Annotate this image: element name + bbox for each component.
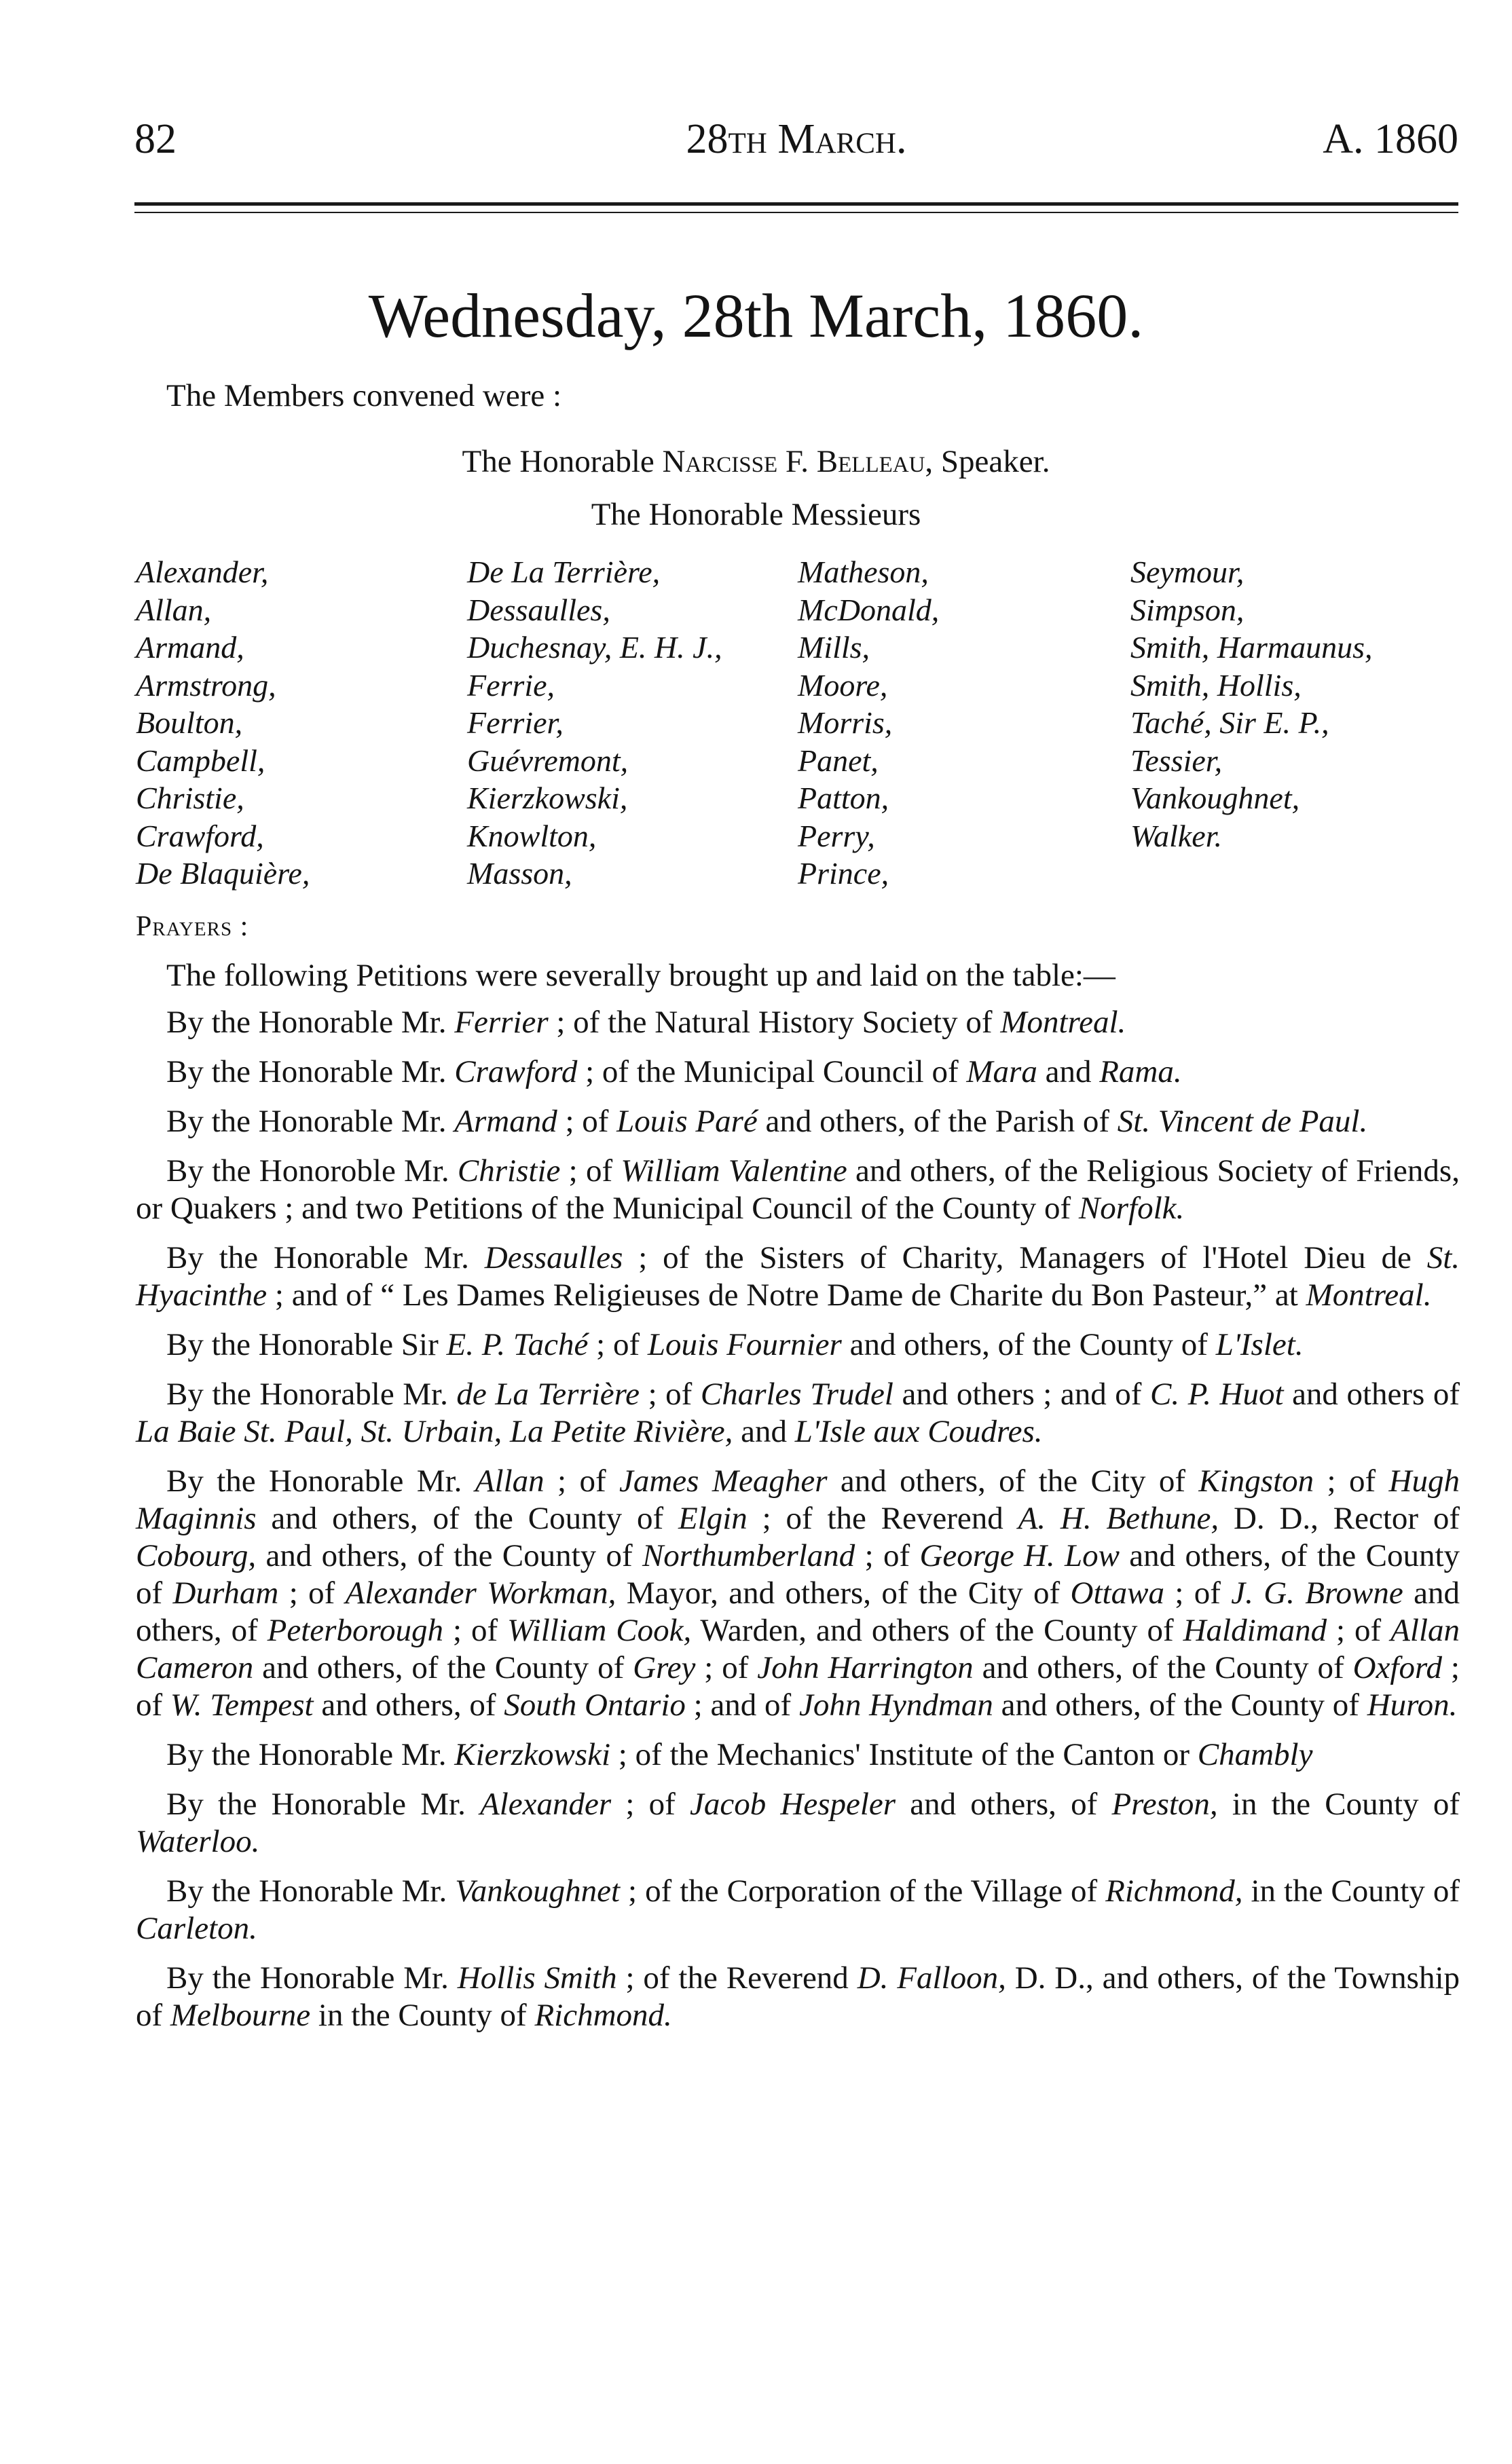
member-name: Ferrier, bbox=[467, 705, 564, 740]
text-run: Huron. bbox=[1367, 1687, 1458, 1723]
text-run: D. Falloon, bbox=[857, 1960, 1006, 1996]
text-run: and others, of the Religious Society of Friends, or Quakers ; and two Petitions of the Municipal Council of the County of bbox=[136, 1153, 1460, 1226]
text-run: and bbox=[733, 1414, 795, 1449]
text-run: The following Petitions were severally brought up and laid on the table:— bbox=[166, 958, 1115, 993]
text-run: By the Honorable Mr. bbox=[166, 1960, 458, 1996]
members-column bbox=[1130, 553, 1373, 855]
text-run: ; of bbox=[557, 1104, 617, 1139]
text-run: and others, of the City of bbox=[827, 1463, 1199, 1499]
text-run: ; of bbox=[1327, 1613, 1391, 1648]
members-intro: The Members convened were : bbox=[166, 378, 562, 413]
member-name: Simpson, bbox=[1130, 592, 1244, 627]
text-run: By the Honorable Mr. bbox=[166, 1463, 475, 1499]
members-column bbox=[467, 553, 722, 893]
text-run: La Baie St. Paul, St. Urbain, La Petite Rivière, bbox=[136, 1414, 733, 1449]
text-run: Cobourg, bbox=[136, 1538, 257, 1573]
member-name: Campbell, bbox=[136, 743, 265, 778]
text-run: Carleton. bbox=[136, 1911, 257, 1946]
text-run: Crawford bbox=[454, 1054, 578, 1089]
member-name: Smith, Hollis, bbox=[1130, 667, 1302, 703]
text-run: Chambly bbox=[1197, 1737, 1313, 1772]
text-run: Preston, bbox=[1111, 1787, 1218, 1822]
text-run: ; of bbox=[1314, 1463, 1389, 1499]
text-run: Melbourne bbox=[170, 1998, 311, 2033]
session-label: A. 1860 bbox=[1323, 116, 1458, 162]
petition-entry bbox=[136, 1873, 1460, 1947]
text-run: Vankoughnet bbox=[455, 1873, 621, 1909]
text-run: Ottawa bbox=[1070, 1575, 1164, 1611]
text-run: William Cook, bbox=[507, 1613, 692, 1648]
text-run: and others of bbox=[1283, 1377, 1460, 1412]
text-run: and others ; and of bbox=[893, 1377, 1150, 1412]
text-run: By the Honoroble Mr. bbox=[166, 1153, 458, 1189]
text-run: E. P. Taché bbox=[446, 1327, 589, 1362]
member-name: McDonald, bbox=[798, 592, 940, 627]
text-run: A. H. Bethune, bbox=[1018, 1501, 1219, 1536]
member-name: Kierzkowski, bbox=[467, 781, 628, 815]
speaker-prefix: The Honorable bbox=[462, 444, 663, 479]
member-name: Perry, bbox=[798, 818, 875, 853]
text-run: and others, of the County of bbox=[993, 1687, 1367, 1723]
text-run: John Harrington bbox=[757, 1650, 974, 1685]
text-run: By the Honorable Mr. bbox=[166, 1873, 456, 1909]
text-run: L'Islet. bbox=[1215, 1327, 1304, 1362]
page-title: Wednesday, 28th March, 1860. bbox=[368, 281, 1144, 350]
member-name: Christie, bbox=[136, 781, 244, 815]
text-run: William Valentine bbox=[621, 1153, 847, 1189]
text-run: Montreal. bbox=[1306, 1277, 1432, 1313]
text-run: Peterborough bbox=[267, 1613, 443, 1648]
member-name: Allan, bbox=[136, 592, 212, 627]
text-run: George H. Low bbox=[919, 1538, 1120, 1573]
text-run: Christie bbox=[457, 1153, 561, 1189]
text-run: Waterloo. bbox=[136, 1824, 260, 1859]
petition-entry bbox=[136, 1376, 1460, 1451]
text-run: By the Honorable Mr. bbox=[166, 1005, 455, 1040]
member-name: Ferrie, bbox=[467, 667, 555, 703]
text-run: W. Tempest bbox=[170, 1687, 314, 1723]
text-run: and others, of the County of bbox=[136, 1538, 1460, 1611]
member-name: Masson, bbox=[467, 856, 572, 891]
text-run: Louis Paré bbox=[616, 1104, 758, 1139]
text-run: and others, of the County of bbox=[256, 1538, 642, 1573]
speaker-suffix: , Speaker. bbox=[925, 444, 1050, 479]
petitions-intro bbox=[136, 957, 1460, 994]
text-run: D. D., Rector of bbox=[1219, 1501, 1460, 1536]
text-run: Allan bbox=[475, 1463, 545, 1499]
member-name: Prince, bbox=[798, 856, 889, 891]
text-run: Elgin bbox=[678, 1501, 748, 1536]
petition-entry bbox=[136, 1960, 1460, 2034]
member-name: Mills, bbox=[798, 630, 870, 665]
text-run: By the Honorable Mr. bbox=[166, 1054, 455, 1089]
text-run: and others, of the County of bbox=[253, 1650, 633, 1685]
text-run: St. Hyacinthe bbox=[136, 1240, 1460, 1313]
speaker-line bbox=[0, 441, 1512, 482]
header-rule-thick bbox=[134, 202, 1458, 206]
text-run: Kingston bbox=[1198, 1463, 1314, 1499]
text-run: Montreal. bbox=[1000, 1005, 1126, 1040]
text-run: and others, of the County of bbox=[973, 1650, 1353, 1685]
petition-entry bbox=[136, 1463, 1460, 1724]
text-run: St. Vincent de Paul. bbox=[1117, 1104, 1368, 1139]
member-name: Patton, bbox=[798, 781, 889, 815]
text-run: ; of the Sisters of Charity, Managers of l'Hotel Dieu de bbox=[623, 1240, 1427, 1275]
text-run: Mayor, and others, of the City of bbox=[616, 1575, 1071, 1611]
text-run: ; and of bbox=[685, 1687, 799, 1723]
member-name: Guévremont, bbox=[467, 743, 629, 778]
petition-entry bbox=[136, 1326, 1460, 1364]
petition-entry bbox=[136, 1103, 1460, 1140]
text-run: and others, of the Parish of bbox=[757, 1104, 1118, 1139]
text-run: James Meagher bbox=[619, 1463, 828, 1499]
text-run: Rama. bbox=[1099, 1054, 1182, 1089]
text-run: C. P. Huot bbox=[1149, 1377, 1284, 1412]
text-run: Haldimand bbox=[1183, 1613, 1327, 1648]
member-name: Panet, bbox=[798, 743, 879, 778]
member-name: De La Terrière, bbox=[467, 555, 661, 589]
member-name: Taché, Sir E. P., bbox=[1130, 705, 1329, 740]
member-name: Crawford, bbox=[136, 818, 264, 853]
text-run: Allan Cameron bbox=[136, 1613, 1460, 1685]
member-name: Seymour, bbox=[1130, 555, 1244, 589]
text-run: in the County of bbox=[1217, 1787, 1460, 1822]
text-run: J. G. Browne bbox=[1231, 1575, 1403, 1611]
text-run: Louis Fournier bbox=[647, 1327, 842, 1362]
text-run: By the Honorable Mr. bbox=[166, 1240, 485, 1275]
member-name: Smith, Harmaunus, bbox=[1130, 630, 1373, 665]
text-run: ; of bbox=[136, 1650, 1460, 1723]
text-run: and others, of the County of bbox=[841, 1327, 1216, 1362]
text-run: ; of the Mechanics' Institute of the Canton or bbox=[610, 1737, 1198, 1772]
petition-entry bbox=[136, 1153, 1460, 1227]
text-run: Jacob Hespeler bbox=[689, 1787, 896, 1822]
member-name: De Blaquière, bbox=[136, 856, 310, 891]
member-name: Boulton, bbox=[136, 705, 243, 740]
speaker-name: Narcisse F. Belleau bbox=[662, 444, 925, 479]
text-run: Alexander bbox=[480, 1787, 612, 1822]
text-run: Hugh Maginnis bbox=[136, 1463, 1460, 1536]
text-run: ; of bbox=[611, 1787, 690, 1822]
text-run: ; of bbox=[640, 1377, 701, 1412]
text-run: Norfolk. bbox=[1078, 1191, 1185, 1226]
member-name: Walker. bbox=[1130, 818, 1223, 853]
text-run: ; of bbox=[855, 1538, 920, 1573]
text-run: By the Honorable Sir bbox=[166, 1327, 447, 1362]
text-run: Richmond. bbox=[534, 1998, 672, 2033]
member-name: Vankoughnet, bbox=[1130, 781, 1300, 815]
member-name: Armand, bbox=[136, 630, 244, 665]
text-run: By the Honorable Mr. bbox=[166, 1787, 481, 1822]
messieurs-line: The Honorable Messieurs bbox=[591, 497, 921, 532]
member-name: Armstrong, bbox=[136, 667, 276, 703]
member-name: Matheson, bbox=[798, 555, 929, 589]
text-run: Richmond, bbox=[1105, 1873, 1243, 1909]
text-run: Kierzkowski bbox=[454, 1737, 611, 1772]
petition-entry bbox=[136, 1786, 1460, 1861]
text-run: Alexander Workman, bbox=[345, 1575, 616, 1611]
text-run: Durham bbox=[172, 1575, 279, 1611]
text-run: Ferrier bbox=[454, 1005, 549, 1040]
petition-entry bbox=[136, 1736, 1460, 1774]
text-run: and others, of bbox=[896, 1787, 1112, 1822]
running-head-date: 28th March. bbox=[686, 116, 907, 162]
member-name: Morris, bbox=[798, 705, 893, 740]
text-run: ; of bbox=[560, 1153, 621, 1189]
text-run: Grey bbox=[633, 1650, 696, 1685]
text-run: D. D., and others, of the Township of bbox=[136, 1960, 1460, 2033]
text-run: ; of the Corporation of the Village of bbox=[620, 1873, 1106, 1909]
text-run: Northumberland bbox=[642, 1538, 855, 1573]
text-run: Hollis Smith bbox=[457, 1960, 617, 1996]
text-run: and bbox=[1037, 1054, 1100, 1089]
running-head bbox=[134, 109, 1458, 170]
text-run: Oxford bbox=[1352, 1650, 1443, 1685]
text-run: Charles Trudel bbox=[700, 1377, 893, 1412]
text-run: ; of the Reverend bbox=[747, 1501, 1018, 1536]
text-run: ; of bbox=[1164, 1575, 1232, 1611]
member-name: Tessier, bbox=[1130, 743, 1223, 778]
text-run: By the Honorable Mr. bbox=[166, 1377, 457, 1412]
text-run: and others, of the County of bbox=[256, 1501, 678, 1536]
text-run: de La Terrière bbox=[456, 1377, 640, 1412]
text-run: and others, of bbox=[136, 1575, 1460, 1648]
member-name: Duchesnay, E. H. J., bbox=[467, 630, 722, 665]
header-rule-thin bbox=[134, 212, 1458, 213]
member-name: Knowlton, bbox=[467, 818, 597, 853]
members-column bbox=[136, 553, 310, 893]
text-run: By the Honorable Mr. bbox=[166, 1104, 455, 1139]
text-run: ; and of “ Les Dames Religieuses de Notre Dame de Charite du Bon Pasteur,” at bbox=[267, 1277, 1306, 1313]
text-run: Armand bbox=[454, 1104, 557, 1139]
text-run: ; of bbox=[695, 1650, 758, 1685]
member-name: Dessaulles, bbox=[467, 592, 610, 627]
members-list bbox=[136, 553, 1460, 893]
petition-entry bbox=[136, 1239, 1460, 1314]
text-run: ; of bbox=[544, 1463, 619, 1499]
text-run: Warden, and others of the County of bbox=[691, 1613, 1183, 1648]
petition-entry bbox=[136, 1053, 1460, 1091]
text-run: ; of the Municipal Council of bbox=[577, 1054, 967, 1089]
text-run: John Hyndman bbox=[798, 1687, 993, 1723]
text-run: and others, of bbox=[313, 1687, 504, 1723]
member-name: Alexander, bbox=[136, 555, 269, 589]
text-run: South Ontario bbox=[504, 1687, 686, 1723]
text-run: ; of the Natural History Society of bbox=[548, 1005, 1001, 1040]
prayers-heading: Prayers : bbox=[136, 911, 249, 942]
members-column bbox=[798, 553, 939, 893]
petitions-body bbox=[136, 957, 1460, 2047]
text-run: in the County of bbox=[310, 1998, 535, 2033]
text-run: ; of bbox=[588, 1327, 648, 1362]
petition-entry bbox=[136, 1004, 1460, 1041]
member-name: Moore, bbox=[798, 667, 888, 703]
text-run: By the Honorable Mr. bbox=[166, 1737, 455, 1772]
text-run: Mara bbox=[966, 1054, 1037, 1089]
text-run: ; of bbox=[443, 1613, 508, 1648]
page-number: 82 bbox=[134, 116, 177, 162]
text-run: ; of bbox=[278, 1575, 346, 1611]
text-run: in the County of bbox=[1242, 1873, 1460, 1909]
text-run: L'Isle aux Coudres. bbox=[794, 1414, 1043, 1449]
text-run: ; of the Reverend bbox=[616, 1960, 858, 1996]
text-run: Dessaulles bbox=[484, 1240, 623, 1275]
